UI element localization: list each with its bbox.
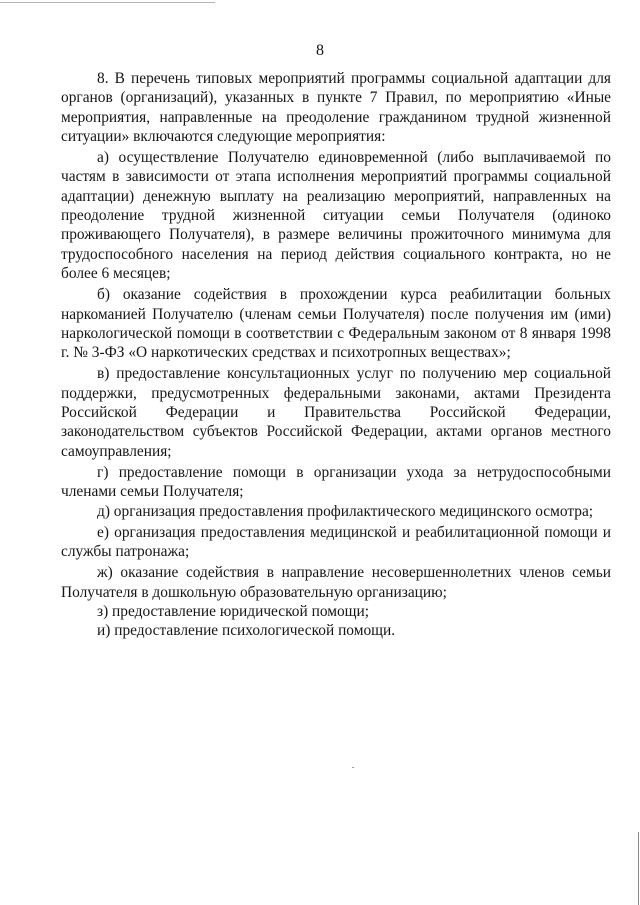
list-item-a: а) осуществление Получателю единовременной (либо выплачиваемой по частям в зависимости от этапа исполнения мероприятий программы социальной адаптации) денежную выплату на реализацию мероприятий, направленных на преодоление трудной жизненной ситуации семьи Получателя (одиноко проживающего Получателя), в размере величины прожиточного минимума для трудоспособного населения на период действия социального контракта, но не более 6 месяцев;	[61, 149, 611, 282]
intro-paragraph: 8. В перечень типовых мероприятий программы социальной адаптации для органов (организаций), указанных в пункте 7 Правил, по мероприятию «Иные мероприятия, направленные на преодоление гражданином трудной жизненной ситуации» включаются следующие мероприятия:	[61, 70, 611, 145]
scan-border-line	[0, 2, 215, 3]
list-item-d: д) организация предоставления профилактического медицинского осмотра;	[97, 502, 594, 520]
list-item-e: е) организация предоставления медицинской и реабилитационной помощи и службы патронажа;	[61, 523, 611, 561]
list-item-v: в) предоставление консультационных услуг по получению мер социальной поддержки, предусмотренных федеральными законами, актами Президента Российской Федерации и Правительства Российской Федерации, законодательством субъектов Российской Федерации, актами органов местного самоуправления;	[61, 365, 611, 460]
list-item-zh: ж) оказание содействия в направление несовершеннолетних членов семьи Получателя в дошкольную образовательную организацию;	[61, 564, 611, 601]
list-item-b: б) оказание содействия в прохождении курса реабилитации больных наркоманией Получателю (членам семьи Получателя) после получения им (ими) наркологической помощи в соответствии с Федеральным законом от 8 января 1998 г. № 3-ФЗ «О наркотических средствах и психотропных веществах»;	[61, 286, 611, 362]
page-number: 8	[316, 42, 324, 59]
scan-edge-line	[638, 832, 639, 905]
document-body	[61, 69, 611, 641]
scan-speck	[352, 767, 354, 768]
list-item-z: з) предоставление юридической помощи;	[97, 603, 370, 621]
list-item-i: и) предоставление психологической помощи.	[97, 622, 396, 640]
list-item-g: г) предоставление помощи в организации ухода за нетрудоспособными членами семьи Получателя;	[61, 463, 611, 501]
